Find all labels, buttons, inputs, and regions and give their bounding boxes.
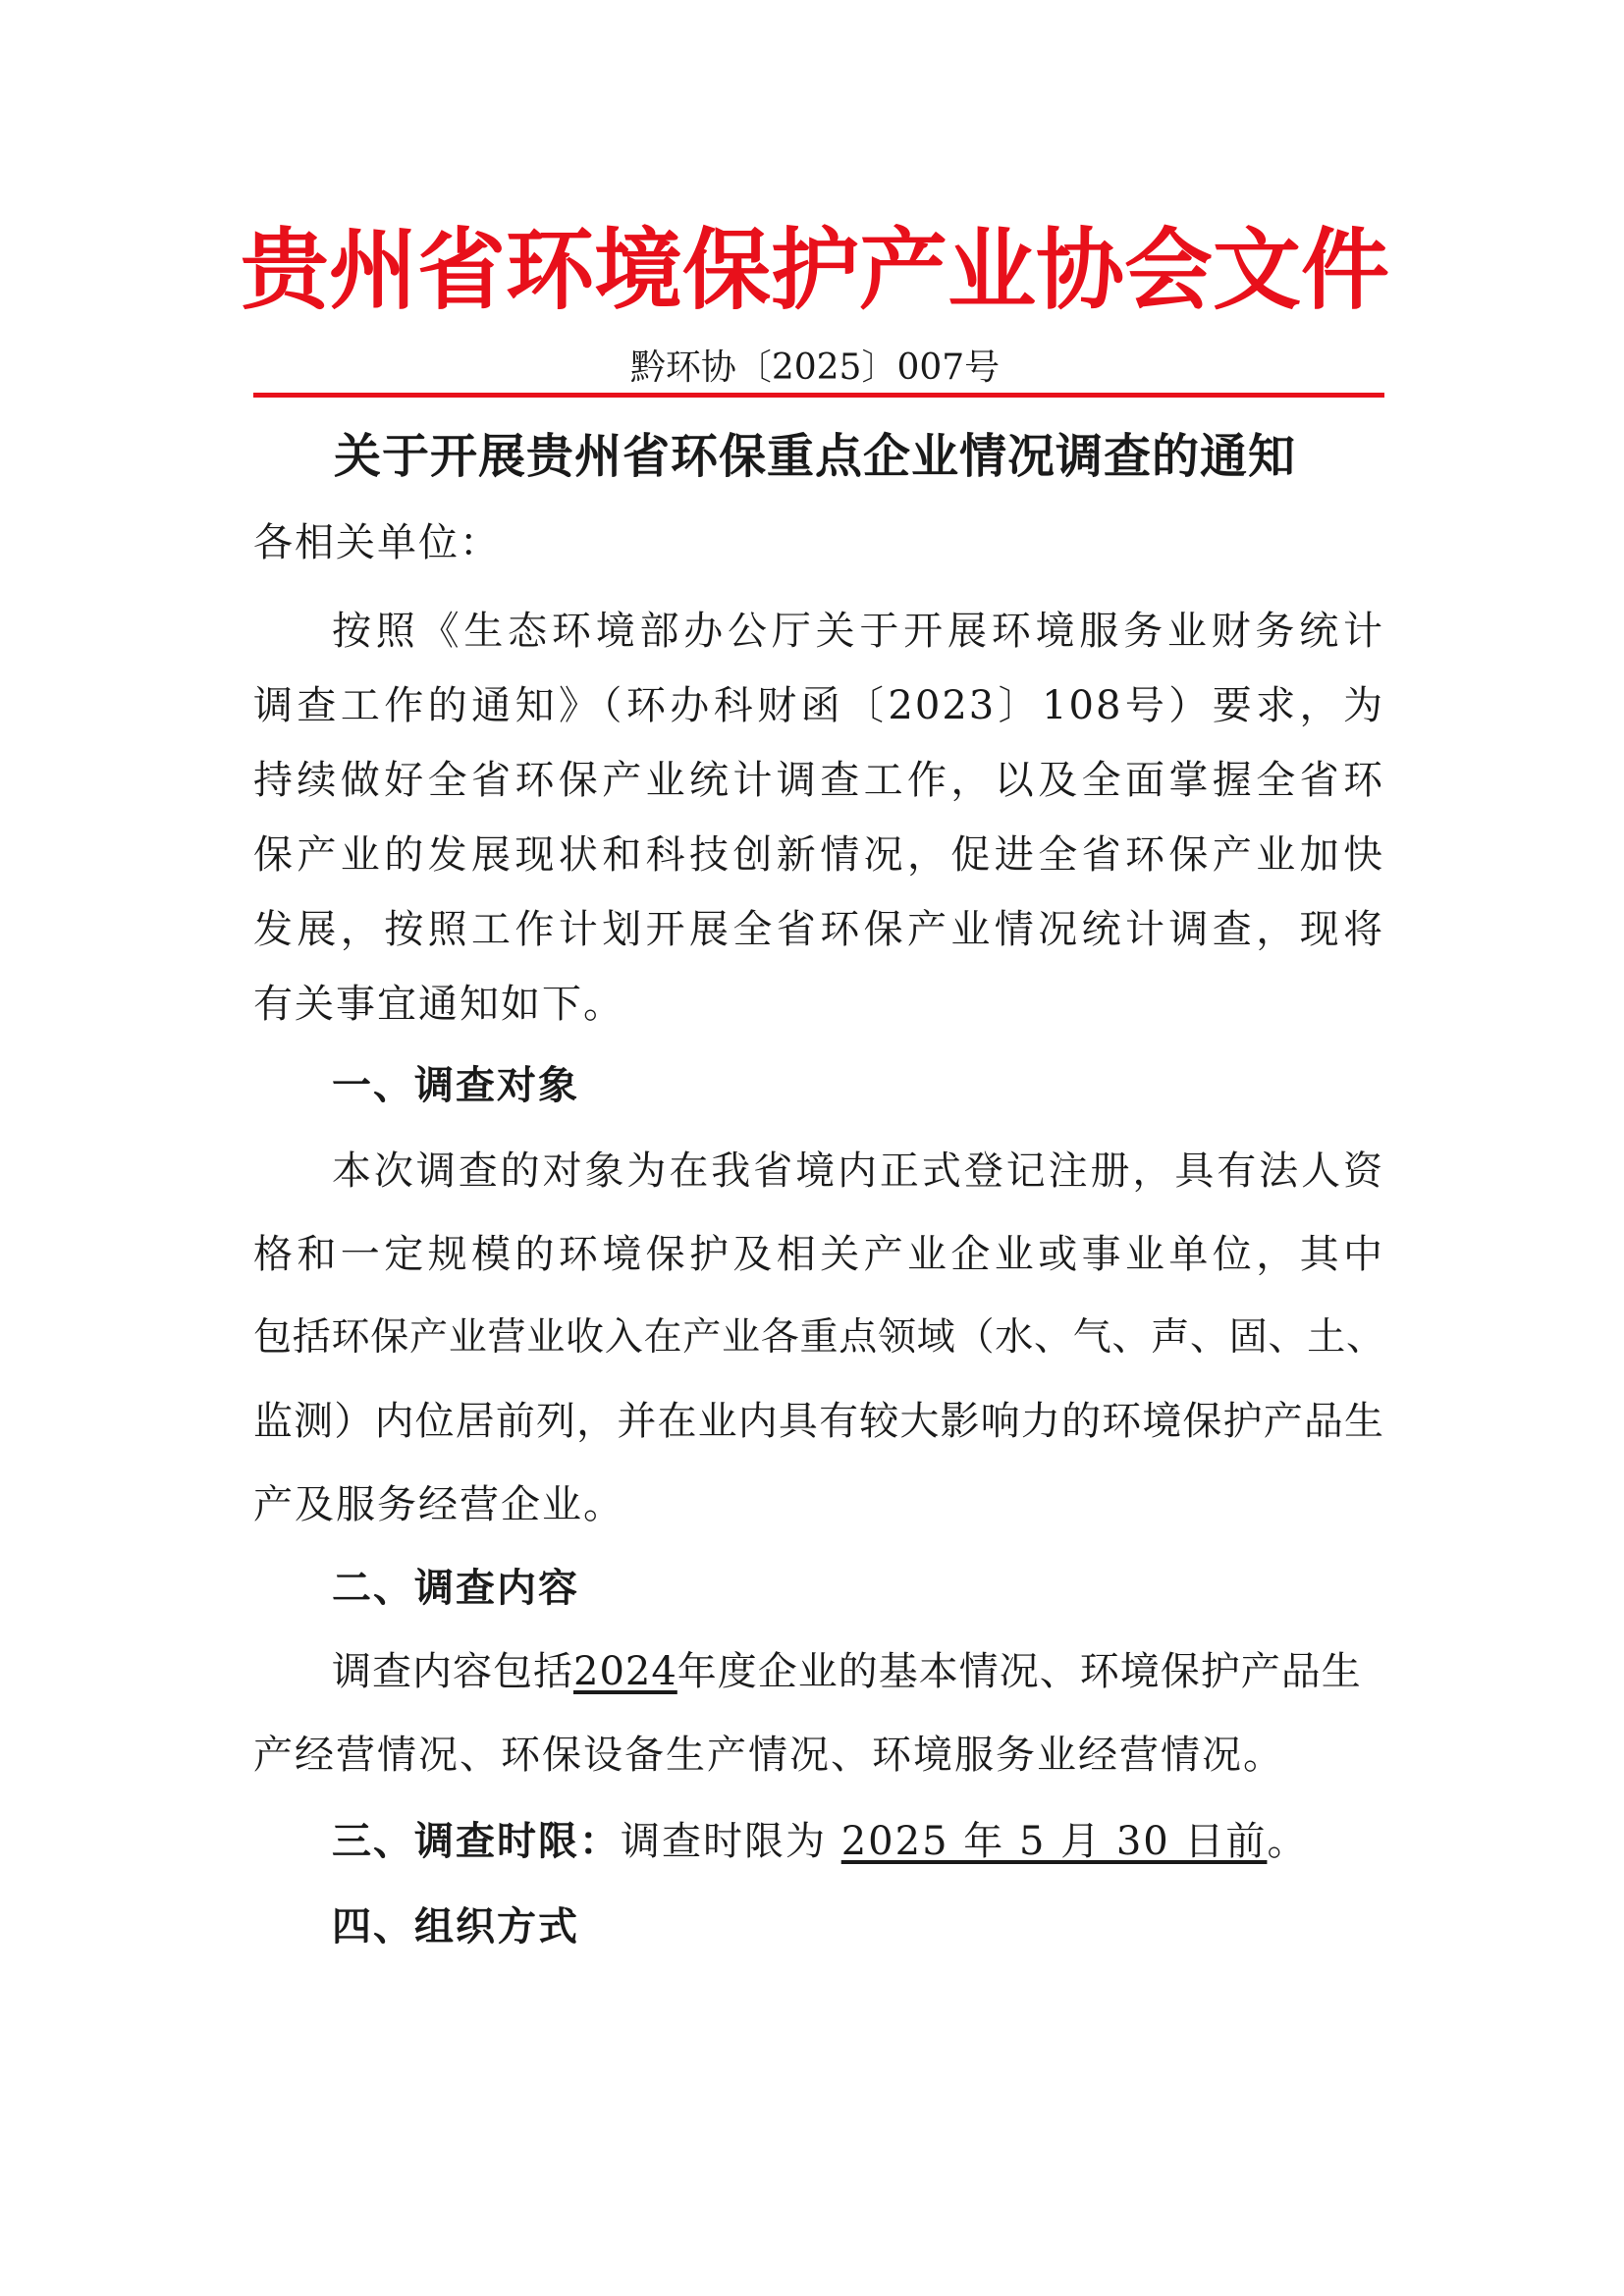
section1-line-4: 监测）内位居前列，并在业内具有较大影响力的环境保护产品生 <box>253 1399 1384 1444</box>
masthead-title: 贵州省环境保护产业协会文件 <box>241 218 1389 322</box>
section-heading-3: 三、调查时限 <box>332 1818 579 1864</box>
notice-title: 关于开展贵州省环保重点企业情况调查的通知 <box>333 429 1296 484</box>
intro-line-4: 保产业的发展现状和科技创新情况，促进全省环保产业加快 <box>253 832 1384 878</box>
document-number: 黔环协〔2025〕007号 <box>629 347 1001 388</box>
section2-text-before: 调查内容包括 <box>332 1649 573 1694</box>
intro-line-6: 有关事宜通知如下。 <box>253 982 624 1027</box>
section2-line-2: 产经营情况、环保设备生产情况、环境服务业经营情况。 <box>253 1733 1284 1778</box>
intro-line-2: 调查工作的通知》（环办科财函〔2023〕108号）要求，为 <box>253 683 1384 728</box>
section1-line-1: 本次调查的对象为在我省境内正式登记注册，具有法人资 <box>332 1148 1384 1194</box>
section2-text-after: 年度企业的基本情况、环境保护产品生 <box>677 1649 1362 1694</box>
section3-end: 。 <box>1267 1819 1309 1864</box>
red-divider-line <box>253 393 1384 398</box>
section3-colon: ： <box>579 1818 621 1864</box>
intro-line-1: 按照《生态环境部办公厅关于开展环境服务业财务统计 <box>332 609 1384 654</box>
survey-deadline: 2025 年 5 月 30 日前 <box>840 1819 1268 1864</box>
section1-line-5: 产及服务经营企业。 <box>253 1482 624 1527</box>
section1-line-3: 包括环保产业营业收入在产业各重点领域（水、气、声、固、土、 <box>253 1315 1384 1360</box>
section3-line <box>332 1814 1384 1869</box>
section-heading-4: 四、组织方式 <box>332 1903 579 1949</box>
intro-line-5: 发展，按照工作计划开展全省环保产业情况统计调查，现将 <box>253 907 1384 952</box>
salutation: 各相关单位： <box>253 520 501 565</box>
section-heading-2: 二、调查内容 <box>332 1565 579 1611</box>
section3-text: 调查时限为 <box>621 1819 827 1864</box>
section2-line-1 <box>332 1644 1384 1699</box>
section-heading-1: 一、调查对象 <box>332 1062 579 1108</box>
section1-line-2: 格和一定规模的环境保护及相关产业企业或事业单位，其中 <box>253 1232 1384 1277</box>
survey-year: 2024 <box>573 1649 677 1694</box>
intro-line-3: 持续做好全省环保产业统计调查工作，以及全面掌握全省环 <box>253 758 1384 803</box>
